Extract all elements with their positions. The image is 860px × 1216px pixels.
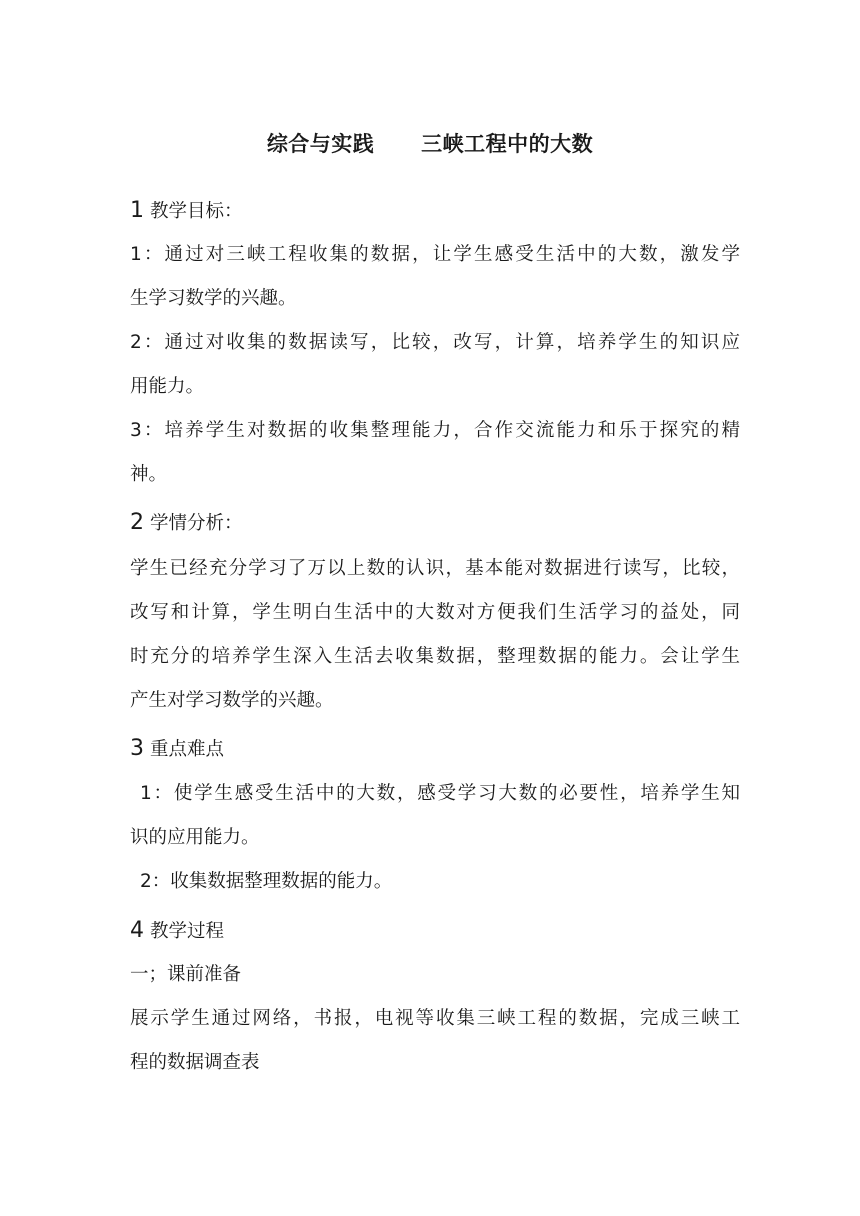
section-heading-1: [130, 200, 740, 222]
paragraph-line: 用能力。: [130, 376, 205, 397]
paragraph-line: 1：使学生感受生活中的大数，感受学习大数的必要性，培养学生知: [140, 783, 740, 804]
section-heading-text: 教学过程: [150, 921, 225, 942]
section-number: 2: [130, 510, 144, 535]
paragraph-line: 生学习数学的兴趣。: [130, 288, 297, 309]
paragraph-line: 一；课前准备: [130, 964, 242, 985]
paragraph-line: 1：通过对三峡工程收集的数据，让学生感受生活中的大数，激发学: [130, 244, 740, 265]
document-title: 综合与实践 三峡工程中的大数: [266, 132, 594, 156]
section-number: 1: [130, 198, 144, 223]
paragraph-line: 2：通过对收集的数据读写，比较，改写，计算，培养学生的知识应: [130, 332, 740, 353]
paragraph-line: 展示学生通过网络，书报，电视等收集三峡工程的数据，完成三峡工: [130, 1008, 740, 1029]
section-heading-text: 教学目标：: [150, 201, 243, 222]
paragraph-line: 产生对学习数学的兴趣。: [130, 690, 334, 711]
section-number: 4: [130, 918, 144, 943]
section-heading-text: 学情分析：: [150, 513, 243, 534]
section-number: 3: [130, 736, 144, 761]
paragraph-line: 改写和计算，学生明白生活中的大数对方便我们生活学习的益处，同: [130, 602, 740, 623]
paragraph-line: 学生已经充分学习了万以上数的认识，基本能对数据进行读写，比较，: [130, 558, 740, 579]
paragraph-line: 时充分的培养学生深入生活去收集数据，整理数据的能力。会让学生: [130, 646, 740, 667]
paragraph-line: 识的应用能力。: [130, 827, 260, 848]
section-heading-text: 重点难点: [150, 739, 225, 760]
paragraph-line: 3：培养学生对数据的收集整理能力，合作交流能力和乐于探究的精: [130, 420, 740, 441]
paragraph-line: 2：收集数据整理数据的能力。: [140, 871, 393, 892]
section-heading-2: [130, 512, 740, 534]
section-heading-4: [130, 920, 740, 942]
paragraph-line: 程的数据调查表: [130, 1052, 260, 1073]
section-heading-3: [130, 738, 740, 760]
paragraph-line: 神。: [130, 464, 168, 485]
